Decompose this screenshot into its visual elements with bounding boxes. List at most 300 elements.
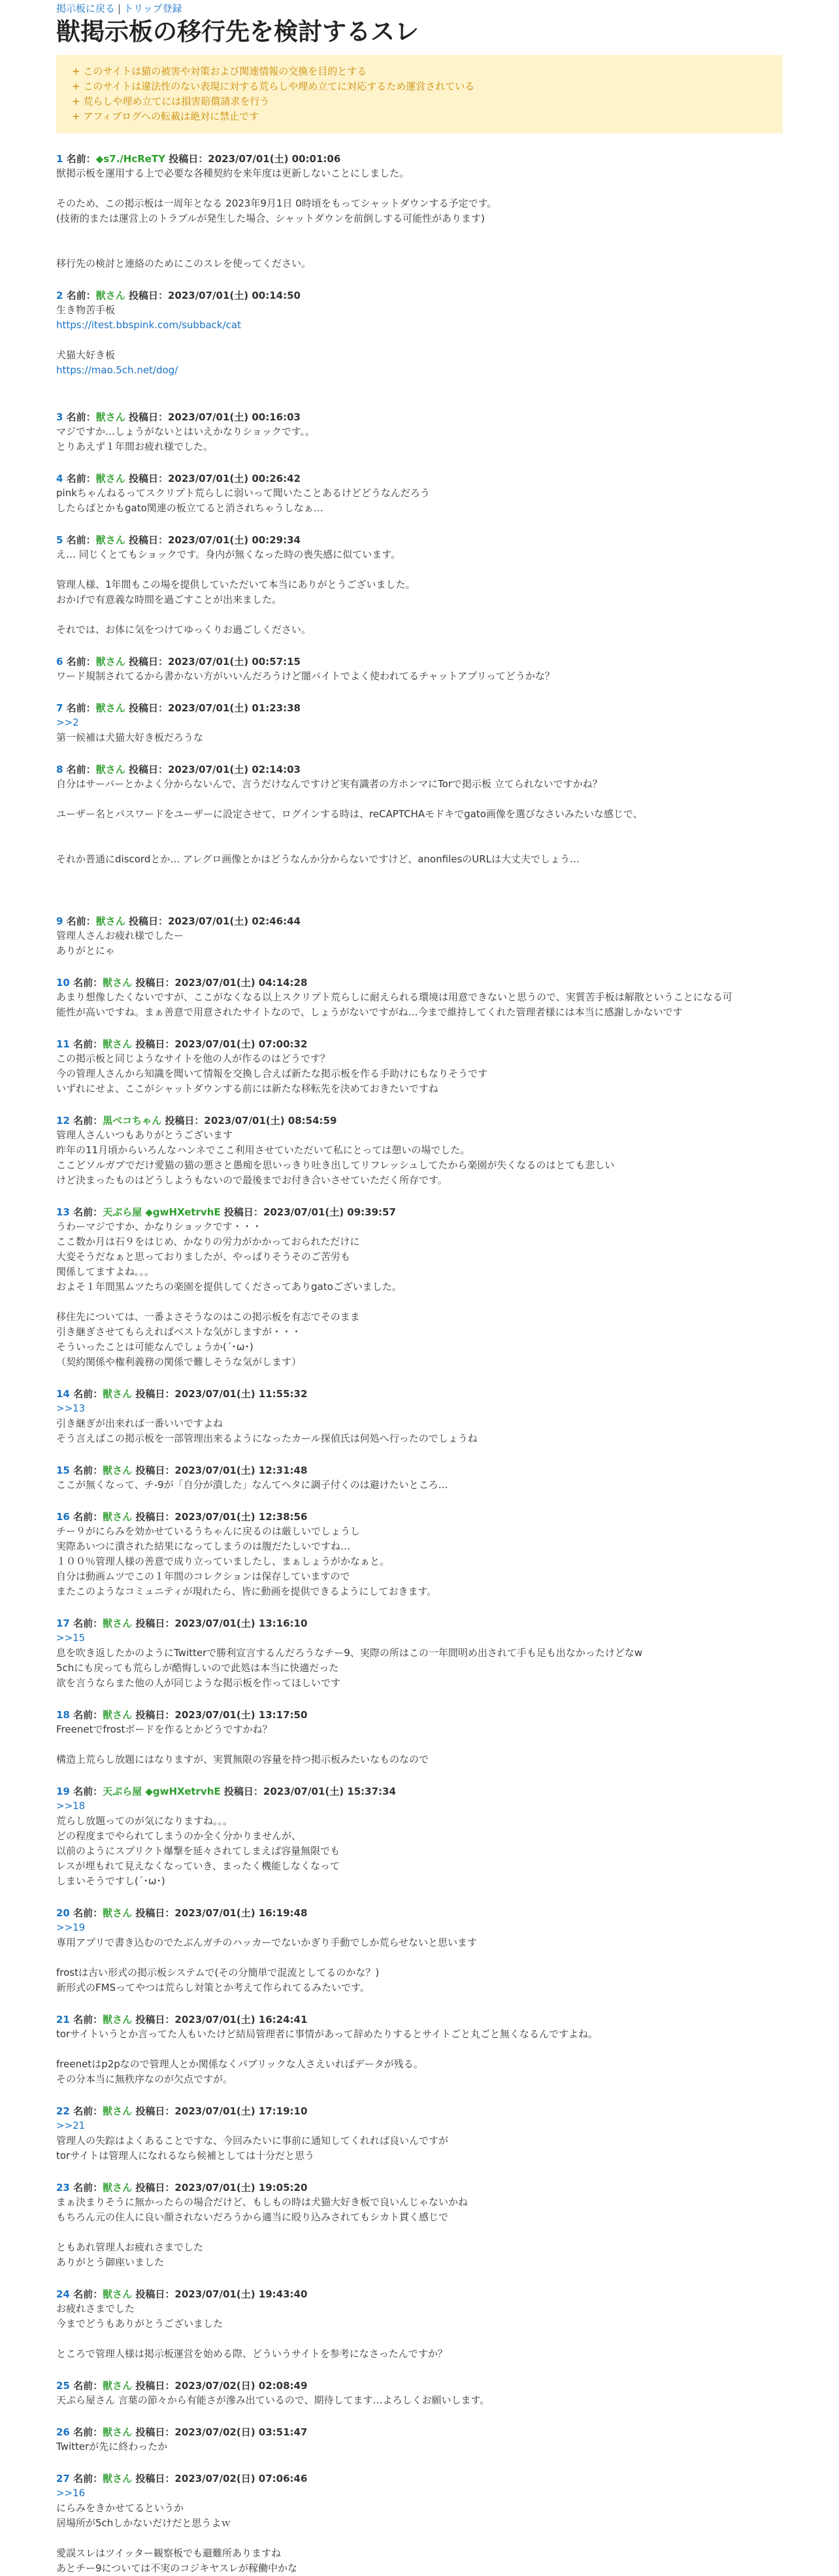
post xyxy=(56,701,783,745)
date-label: 投稿日： xyxy=(223,1786,263,1797)
post-body xyxy=(56,1219,783,1370)
post-link[interactable]: https://itest.bbspink.com/subback/cat xyxy=(56,319,241,331)
post-text-line: 以前のようにスプリクト爆撃を延々されてしまえば容量無限でも xyxy=(56,1845,340,1857)
post-header xyxy=(56,2104,783,2118)
post-number[interactable]: 10 xyxy=(56,977,70,989)
post-date: 2023/07/02(日) 03:51:47 xyxy=(174,2426,308,2438)
post xyxy=(56,1387,783,1446)
poster-name: 黒ベコちゃん xyxy=(103,1115,162,1127)
name-label: 名前： xyxy=(73,1115,103,1127)
post-text-line: 天ぷら屋さん 言葉の節々から有能さが滲み出ているので、期待してます…よろしくお願いします。 xyxy=(56,2394,490,2406)
post-text-line xyxy=(56,837,783,852)
post-date: 2023/07/01(土) 08:54:59 xyxy=(204,1115,337,1127)
date-label: 投稿日： xyxy=(135,2105,175,2117)
name-label: 名前： xyxy=(66,915,96,927)
date-label: 投稿日： xyxy=(169,153,208,165)
post-number[interactable]: 18 xyxy=(56,1709,70,1721)
post-body xyxy=(56,1631,783,1691)
poster-name: 獣さん xyxy=(103,2014,133,2025)
post-text-line: （契約関係や権利義務の関係で難しそうな気がします） xyxy=(56,1356,302,1368)
notice-line: + このサイトは猫の被害や対策および関連情報の交換を目的とする xyxy=(72,65,367,77)
post-date: 2023/07/01(土) 19:05:20 xyxy=(174,2182,308,2194)
poster-name: 獣さん xyxy=(103,2380,133,2392)
post-text-line: またこのようなコミュニティが現れたら、皆に動画を提供できるようにしておきます。 xyxy=(56,1585,437,1597)
thread-title: 獣掲示板の移行先を検討するスレ xyxy=(56,18,419,46)
poster-name: ◆s7./HcReTY xyxy=(95,153,166,165)
post-text-line: 獣掲示板を運用する上で必要な各種契約を来年度は更新しないことにしました。 xyxy=(56,167,410,179)
post-number[interactable]: 24 xyxy=(56,2288,70,2300)
post-header xyxy=(56,410,783,424)
post-text-line: そう言えばこの掲示板を一部管理出来るようになったカール探偵氏は何処へ行ったのでしょうね xyxy=(56,1432,478,1444)
post xyxy=(56,1510,783,1599)
date-label: 投稿日： xyxy=(135,2288,175,2300)
post-text-line xyxy=(56,2225,783,2240)
date-label: 投稿日： xyxy=(135,1709,175,1721)
post-number[interactable]: 7 xyxy=(56,702,63,714)
post-body xyxy=(56,2027,783,2087)
post xyxy=(56,1463,783,1493)
post-date: 2023/07/01(土) 02:14:03 xyxy=(167,764,301,775)
post xyxy=(56,762,783,897)
post-text-line: 能性が高いですね。まぁ善意で用意されたサイトなので、しょうがないですがね…今まで維持してくれた管理者様には本当に感謝しかないです xyxy=(56,1006,683,1018)
post-body xyxy=(56,424,783,454)
post-date: 2023/07/01(土) 11:55:32 xyxy=(174,1388,308,1400)
post-date: 2023/07/02(日) 02:08:49 xyxy=(174,2380,308,2392)
post-text-line: とりあえず１年間お疲れ様でした。 xyxy=(56,441,214,452)
post-number[interactable]: 17 xyxy=(56,1618,70,1629)
date-label: 投稿日： xyxy=(135,1618,175,1629)
post-number[interactable]: 25 xyxy=(56,2380,70,2392)
post-number[interactable]: 5 xyxy=(56,534,63,546)
post-body xyxy=(56,2439,783,2454)
post-number[interactable]: 6 xyxy=(56,656,63,668)
post-date: 2023/07/01(土) 00:16:03 xyxy=(167,411,301,423)
post-text-line: あとチー9については不実のコジキヤスレが稼働中かな xyxy=(56,2562,297,2574)
post-text-line: torサイトは管理人になれるなら候補としては十分だと思う xyxy=(56,2150,315,2161)
date-label: 投稿日： xyxy=(135,1907,175,1919)
date-label: 投稿日： xyxy=(135,2014,175,2025)
post-text-line: そういったことは可能なんでしょうか(´･ω･) xyxy=(56,1341,254,1353)
post-header xyxy=(56,1906,783,1920)
post-body xyxy=(56,928,783,958)
post-date: 2023/07/01(土) 13:16:10 xyxy=(174,1618,308,1629)
post-body xyxy=(56,2195,783,2270)
poster-name: 獣さん xyxy=(95,411,125,423)
post-header xyxy=(56,1616,783,1631)
post-date: 2023/07/01(土) 13:17:50 xyxy=(174,1709,308,1721)
name-label: 名前： xyxy=(73,2288,103,2300)
date-label: 投稿日： xyxy=(135,2380,175,2392)
poster-name: 獣さん xyxy=(103,2426,133,2438)
post-text-line xyxy=(56,792,783,807)
post-date: 2023/07/01(土) 15:37:34 xyxy=(263,1786,396,1797)
post-date: 2023/07/01(土) 09:39:57 xyxy=(263,1206,396,1218)
post-header xyxy=(56,2180,783,2195)
post-text-line xyxy=(56,867,783,882)
post xyxy=(56,2104,783,2163)
post-text-line: ともあれ管理人お疲れさまでした xyxy=(56,2241,204,2253)
poster-name: 獣さん xyxy=(103,977,133,989)
post-number[interactable]: 23 xyxy=(56,2182,70,2194)
post-number[interactable]: 15 xyxy=(56,1465,70,1476)
post-date: 2023/07/01(土) 07:00:32 xyxy=(174,1038,308,1050)
post-text-line: ありがとにゃ xyxy=(56,945,115,957)
name-label: 名前： xyxy=(66,534,96,546)
post-body xyxy=(56,669,783,684)
post-date: 2023/07/01(土) 04:14:28 xyxy=(174,977,308,989)
post-date: 2023/07/01(土) 12:31:48 xyxy=(174,1465,308,1476)
post-body xyxy=(56,990,783,1020)
name-label: 名前： xyxy=(73,2105,103,2117)
post-header xyxy=(56,1784,783,1799)
post-header xyxy=(56,2287,783,2301)
post-text-line: freenetはp2pなので管理人とか関係なくパブリックな人さえいればデータが残る。 xyxy=(56,2058,423,2070)
post-text-line: あまり想像したくないですが、ここがなくなる以上スクリプト荒らしに耐えられる環境は用意できないと思うので、実質苦手板は解散ということになる可 xyxy=(56,991,732,1003)
post-text-line: けど決まったものはどうしようもないので最後までお付き合いさせていただく所存です。 xyxy=(56,1174,448,1186)
name-label: 名前： xyxy=(73,1907,103,1919)
post-number[interactable]: 8 xyxy=(56,764,63,775)
post-text-line: 管理人の失踪はよくあることですな、今回みたいに事前に通知してくれれば良いんですが xyxy=(56,2135,449,2146)
post xyxy=(56,410,783,454)
post-number[interactable]: 4 xyxy=(56,473,63,484)
post-text-line: 居場所が5chしかないだけだと思うよｗ xyxy=(56,2517,231,2529)
post-text-line xyxy=(56,1950,783,1965)
post xyxy=(56,2180,783,2270)
post-text-line: どの程度までやられてしまうのか全く分かりませんが、 xyxy=(56,1830,302,1842)
post-text-line: 荒らし放題ってのが気になりますね。。。 xyxy=(56,1815,233,1827)
name-label: 名前： xyxy=(66,702,96,714)
post-number[interactable]: 11 xyxy=(56,1038,70,1050)
post-body xyxy=(56,1524,783,1599)
post xyxy=(56,152,783,271)
post-body xyxy=(56,2301,783,2362)
post-header xyxy=(56,1463,783,1478)
post-header xyxy=(56,654,783,669)
post-text-line: うわーマジですか、かなりショックです・・・ xyxy=(56,1221,262,1232)
post-body xyxy=(56,303,783,393)
reply-anchor-link[interactable]: >>13 xyxy=(56,1402,86,1414)
name-label: 名前： xyxy=(73,1388,103,1400)
post-text-line: 移住先については、一番よさそうなのはこの掲示板を有志でそのまま xyxy=(56,1311,360,1323)
post-number[interactable]: 21 xyxy=(56,2014,70,2025)
post-text-line: pinkちゃんねるってスクリプト荒らしに弱いって聞いたことあるけどどうなんだろう xyxy=(56,487,430,499)
post-date: 2023/07/01(土) 00:29:34 xyxy=(167,534,301,546)
post-header xyxy=(56,1205,783,1219)
trip-register-link[interactable]: トリップ登録 xyxy=(123,3,182,14)
post-body xyxy=(56,1920,783,1995)
post-header xyxy=(56,914,783,928)
post xyxy=(56,471,783,516)
post-text-line: おかげで有意義な時間を過ごすことが出来ました。 xyxy=(56,594,282,605)
post-body xyxy=(56,547,783,637)
poster-name: 獣さん xyxy=(95,764,125,775)
name-label: 名前： xyxy=(73,977,103,989)
post-header xyxy=(56,533,783,547)
post-text-line xyxy=(56,378,783,393)
nav-separator: | xyxy=(118,3,122,14)
name-label: 名前： xyxy=(73,2473,103,2484)
poster-name: 獣さん xyxy=(95,534,125,546)
poster-name: 獣さん xyxy=(103,1709,133,1721)
post-body xyxy=(56,1478,783,1493)
name-label: 名前： xyxy=(73,2426,103,2438)
name-label: 名前： xyxy=(66,153,96,165)
post-number[interactable]: 1 xyxy=(56,153,63,165)
post-text-line: 実際あいつに潰された結果になってしまうのは腹だたしいですね… xyxy=(56,1540,351,1552)
post-header xyxy=(56,2012,783,2027)
poster-name: 獣さん xyxy=(103,2182,133,2194)
post xyxy=(56,2425,783,2454)
post-date: 2023/07/01(土) 02:46:44 xyxy=(167,915,301,927)
post-text-line: 自分はサーバーとかよく分からないんで、言うだけなんですけど実有識者の方ホンマにTorで掲示板 立てられないですかね？ xyxy=(56,778,602,790)
name-label: 名前： xyxy=(66,411,96,423)
post-text-line: 構造上荒らし放題にはなりますが、実質無限の容量を持つ掲示板みたいなものなので xyxy=(56,1754,429,1765)
poster-name: 獣さん xyxy=(103,1618,133,1629)
poster-name: 天ぷら屋 ◆gwHXetrvhE xyxy=(103,1786,221,1797)
poster-name: 獣さん xyxy=(103,2473,133,2484)
post-header xyxy=(56,762,783,777)
post-number[interactable]: 2 xyxy=(56,290,63,301)
post-text-line xyxy=(56,2531,783,2546)
post-text-line: 今の管理人さんから知識を聞いて情報を交換し合えば新たな掲示板を作る手助けにもなりそうです xyxy=(56,1068,488,1079)
date-label: 投稿日： xyxy=(128,764,168,775)
poster-name: 獣さん xyxy=(95,915,125,927)
poster-name: 獣さん xyxy=(95,656,125,668)
post-number[interactable]: 14 xyxy=(56,1388,70,1400)
post-header xyxy=(56,1708,783,1722)
poster-name: 獣さん xyxy=(103,1907,133,1919)
post-text-line: 管理人さんお疲れ様でしたー xyxy=(56,930,184,941)
name-label: 名前： xyxy=(73,1618,103,1629)
post-number[interactable]: 3 xyxy=(56,411,63,423)
post xyxy=(56,1784,783,1889)
post-header xyxy=(56,1037,783,1051)
name-label: 名前： xyxy=(73,1511,103,1523)
post-number[interactable]: 13 xyxy=(56,1206,70,1218)
post-body xyxy=(56,2393,783,2408)
post xyxy=(56,1113,783,1188)
post-header xyxy=(56,1387,783,1401)
post-text-line xyxy=(56,1737,783,1752)
post-text-line: いずれにせよ、ここがシャットダウンする前には新たな移転先を決めておきたいですね xyxy=(56,1083,438,1094)
date-label: 投稿日： xyxy=(135,1388,175,1400)
post-header xyxy=(56,152,783,166)
post-text-line xyxy=(56,822,783,837)
post-text-line xyxy=(56,226,783,241)
post xyxy=(56,1708,783,1767)
post-text-line: 今までどうもありがとうございました xyxy=(56,2318,223,2330)
post-text-line: したらばとかもgato関連の板立てると消されちゃうしなぁ… xyxy=(56,502,323,514)
poster-name: 獣さん xyxy=(103,2288,133,2300)
post-date: 2023/07/01(土) 17:19:10 xyxy=(174,2105,308,2117)
post-text-line: (技術的または運営上のトラブルが発生した場合、シャットダウンを前倒しする可能性があります) xyxy=(56,212,485,224)
post-body xyxy=(56,1799,783,1889)
post xyxy=(56,654,783,684)
date-label: 投稿日： xyxy=(135,1511,175,1523)
post-number[interactable]: 26 xyxy=(56,2426,70,2438)
post-text-line: ここ数か月は石９をはじめ、かなりの労力がかかっておられただけに xyxy=(56,1236,360,1247)
post xyxy=(56,1616,783,1691)
post-text-line: 関係してますよね。。。 xyxy=(56,1266,155,1278)
date-label: 投稿日： xyxy=(128,702,168,714)
post-header xyxy=(56,2379,783,2393)
post-text-line: ここどソルガブでだけ愛猫の猫の悪さと愚痴を思いっきり吐き出してリフレッシュしてたから楽園が失くなるのはとても悲しい xyxy=(56,1159,615,1171)
post-number[interactable]: 9 xyxy=(56,915,63,927)
post-text-line: お疲れさまでした xyxy=(56,2303,135,2314)
name-label: 名前： xyxy=(73,1206,103,1218)
poster-name: 獣さん xyxy=(95,290,125,301)
poster-name: 獣さん xyxy=(103,1388,133,1400)
post-text-line: 愛誤スレはツイッター観察板でも避難所ありますね xyxy=(56,2547,281,2559)
name-label: 名前： xyxy=(73,1465,103,1476)
post-text-line: 管理人様、1年間もこの場を提供していただいて本当にありがとうございました。 xyxy=(56,579,416,590)
post-text-line: ありがとう御座いました xyxy=(56,2256,165,2268)
notice-line: + 荒らしや埋め立てには損害賠償請求を行う xyxy=(72,95,270,107)
post-text-line: え… 同じくとてもショックです。身内が無くなった時の喪失感に似ています。 xyxy=(56,549,401,560)
post-number[interactable]: 22 xyxy=(56,2105,70,2117)
post-date: 2023/07/01(土) 00:14:50 xyxy=(167,290,301,301)
post-body xyxy=(56,1128,783,1188)
post-text-line: 息を吹き返したかのようにTwitterで勝利宣言するんだろうなチー9、実際の所はこの一年間明め出されて手も足も出なかったけどなw xyxy=(56,1647,643,1659)
post-text-line: しまいそうですし(´･ω･) xyxy=(56,1875,165,1887)
post-text-line: 欲を言うならまた他の人が同じような掲示板を作ってほしいです xyxy=(56,1677,341,1689)
poster-name: 獣さん xyxy=(103,2105,133,2117)
post-header xyxy=(56,975,783,990)
name-label: 名前： xyxy=(73,2182,103,2194)
post-body xyxy=(56,715,783,745)
date-label: 投稿日： xyxy=(128,411,168,423)
post-body xyxy=(56,1401,783,1446)
post-text-line: およそ１年間黒ムツたちの楽園を提供してくださってありgatoございました。 xyxy=(56,1281,402,1293)
post-date: 2023/07/02(日) 07:06:46 xyxy=(174,2473,308,2484)
post xyxy=(56,533,783,637)
name-label: 名前： xyxy=(73,1709,103,1721)
post-text-line: 引き継ぎさせてもらえればベストな気がしますが・・・ xyxy=(56,1326,302,1338)
post-number[interactable]: 19 xyxy=(56,1786,70,1797)
post-number[interactable]: 20 xyxy=(56,1907,70,1919)
name-label: 名前： xyxy=(66,473,96,484)
date-label: 投稿日： xyxy=(128,656,168,668)
date-label: 投稿日： xyxy=(128,534,168,546)
post-date: 2023/07/01(土) 16:19:48 xyxy=(174,1907,308,1919)
post-body xyxy=(56,1722,783,1767)
post-link[interactable]: https://mao.5ch.net/dog/ xyxy=(56,364,178,376)
post xyxy=(56,2012,783,2087)
post-text-line xyxy=(56,2331,783,2347)
poster-name: 獣さん xyxy=(103,1038,133,1050)
post-text-line: この掲示板と同じようなサイトを他の人が作るのはどうです？ xyxy=(56,1053,330,1064)
poster-name: 獣さん xyxy=(95,702,125,714)
post-text-line xyxy=(56,1295,783,1310)
post-text-line: 犬猫大好き板 xyxy=(56,349,116,361)
reply-anchor-link[interactable]: >>19 xyxy=(56,1922,86,1933)
reply-anchor-link[interactable]: >>15 xyxy=(56,1632,86,1644)
post-text-line: レスが埋もれて見えなくなっていき、まったく機能しなくなって xyxy=(56,1860,340,1872)
reply-anchor-link[interactable]: >>18 xyxy=(56,1800,86,1812)
date-label: 投稿日： xyxy=(135,2182,175,2194)
post-text-line: frostは古い形式の掲示板システムで(その分簡単で混流としてるのかな？) xyxy=(56,1967,380,1978)
post-text-line: 移行先の検討と連絡のためにこのスレを使ってください。 xyxy=(56,258,312,269)
post-date: 2023/07/01(土) 00:26:42 xyxy=(167,473,301,484)
post-text-line: 昨年の11月頃からいろんなハンネでここ利用させていただいて私にとっては憩いの場でした。 xyxy=(56,1144,470,1156)
post-number[interactable]: 16 xyxy=(56,1511,70,1523)
post-text-line: 大変そうだなぁと思っておりましたが、やっぱりそうそのご苦労も xyxy=(56,1251,351,1263)
date-label: 投稿日： xyxy=(135,2426,175,2438)
post-text-line xyxy=(56,2042,783,2057)
name-label: 名前： xyxy=(73,1786,103,1797)
post-text-line: もちろん元の住人に良い顔されないだろうから適当に殴り込みされてもシカト貫く感じで xyxy=(56,2211,449,2223)
post-text-line: 管理人さんいつもありがとうございます xyxy=(56,1129,233,1141)
back-to-board-link[interactable]: 掲示板に戻る xyxy=(56,3,116,14)
post-text-line: 新形式のFMSってやつは荒らし対策とか考えて作られてるみたいです。 xyxy=(56,1982,370,1993)
post xyxy=(56,975,783,1020)
name-label: 名前： xyxy=(73,1038,103,1050)
post-text-line xyxy=(56,241,783,256)
post-text-line: それでは、お体に気をつけてゆっくりお過ごしください。 xyxy=(56,624,311,636)
post-text-line: ユーザー名とパスワードをユーザーに設定させて、ログインする時は、reCAPTCHAモドキでgato画像を選びなさいみたいな感じで、 xyxy=(56,808,643,820)
reply-anchor-link[interactable]: >>21 xyxy=(56,2120,86,2131)
notice-line: + アフィブログへの転載は絶対に禁止です xyxy=(72,110,259,122)
post-text-line: ワード規制されてるから書かない方がいいんだろうけど闇バイトでよく使われてるチャットアプリってどうかな？ xyxy=(56,670,555,682)
post-text-line: Twitterが先に終わったか xyxy=(56,2441,168,2452)
post-body xyxy=(56,166,783,271)
date-label: 投稿日： xyxy=(135,1465,175,1476)
date-label: 投稿日： xyxy=(128,290,168,301)
poster-name: 獣さん xyxy=(95,473,125,484)
post-date: 2023/07/01(土) 16:24:41 xyxy=(174,2014,308,2025)
post-date: 2023/07/01(土) 19:43:40 xyxy=(174,2288,308,2300)
post-text-line: にらみをきかせてるというか xyxy=(56,2502,184,2514)
post-header xyxy=(56,701,783,715)
rules-notice xyxy=(56,55,783,133)
reply-anchor-link[interactable]: >>2 xyxy=(56,717,79,728)
post-header xyxy=(56,2425,783,2439)
name-label: 名前： xyxy=(73,2380,103,2392)
name-label: 名前： xyxy=(66,656,96,668)
name-label: 名前： xyxy=(73,2014,103,2025)
post-text-line: それか普通にdiscordとか… アレグロ画像とかはどうなんか分からないですけど、anonfilesのURLは大丈夫でしょう… xyxy=(56,853,580,865)
post-body xyxy=(56,486,783,516)
post-header xyxy=(56,288,783,303)
top-nav xyxy=(56,3,783,14)
post-text-line: その分本当に無秩序なのが欠点ですが。 xyxy=(56,2073,233,2085)
name-label: 名前： xyxy=(66,290,96,301)
post-text-line: チー９がにらみを効かせているうちゃんに戻るのは厳しいでしょうし xyxy=(56,1525,361,1537)
poster-name: 獣さん xyxy=(103,1511,133,1523)
post-date: 2023/07/01(土) 12:38:56 xyxy=(174,1511,308,1523)
post-text-line: ところで管理人様は掲示板運営を始める際、どういうサイトを参考になさったんですか？ xyxy=(56,2348,448,2360)
date-label: 投稿日： xyxy=(135,977,175,989)
post-text-line: 専用アプリで書き込むのでたぶんガチのハッカーでないかぎり手動でしか荒らせないと思います xyxy=(56,1937,477,1948)
post-text-line: 生き物苦手板 xyxy=(56,304,116,316)
post-list xyxy=(56,152,783,2576)
post-number[interactable]: 12 xyxy=(56,1115,70,1127)
poster-name: 獣さん xyxy=(103,1465,133,1476)
reply-anchor-link[interactable]: >>16 xyxy=(56,2487,86,2499)
post-body xyxy=(56,1051,783,1096)
post-date: 2023/07/01(土) 01:23:38 xyxy=(167,702,301,714)
date-label: 投稿日： xyxy=(128,473,168,484)
post xyxy=(56,1037,783,1096)
post-text-line: Freenetでfrostボードを作るとかどうですかね？ xyxy=(56,1723,272,1735)
post xyxy=(56,2379,783,2408)
post-header xyxy=(56,1510,783,1524)
date-label: 投稿日： xyxy=(135,1038,175,1050)
post-number[interactable]: 27 xyxy=(56,2473,70,2484)
post-body xyxy=(56,2118,783,2163)
post-text-line: 5chにも戻っても荒らしが酷悔しいので此処は本当に快適だった xyxy=(56,1662,339,1674)
post-text-line: そのため、この掲示板は一周年となる 2023年9月1日 0時頃をもってシャットダウンする予定です。 xyxy=(56,197,497,209)
